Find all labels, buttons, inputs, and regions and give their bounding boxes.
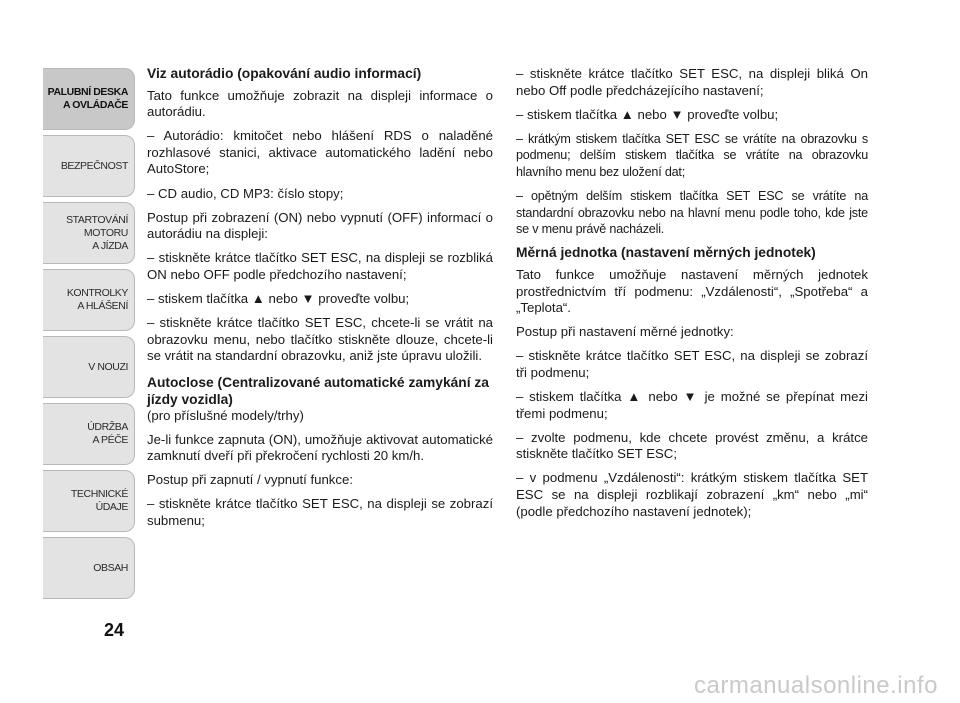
paragraph: Postup při nastavení měrné jednotky: (516, 324, 734, 340)
paragraph: – stiskněte krátce tlačítko SET ESC, na displeji se rozbliká ON nebo OFF podle předchozího nastavení; (147, 250, 493, 282)
paragraph: Tato funkce umožňuje nastavení měrných jednotek prostřednictvím tří podmenu: „Vzdálenosti“, „Spotřeba“ a „Teplota“. (516, 266, 868, 316)
tab-v-nouzi[interactable] (43, 336, 135, 398)
left-column (147, 66, 493, 537)
paragraph: – stiskem tlačítka ▲ nebo ▼ proveďte volbu; (147, 291, 410, 307)
tab-obsah[interactable] (43, 537, 135, 599)
tab-label: TECHNICKÉ ÚDAJE (70, 488, 128, 513)
paragraph: – stiskněte krátce tlačítko SET ESC, na displeji se zobrazí submenu; (147, 496, 493, 529)
right-column (516, 66, 868, 528)
paragraph: – stiskněte krátce tlačítko SET ESC, chcete-li se vrátit na obrazovku menu, nebo tlačítko stiskněte dlouze, chcete-li se vrátit na standardní obrazovku, aniž jste úpravu uložili. (147, 315, 493, 364)
tab-bezpecnost[interactable] (43, 135, 135, 197)
page-number: 24 (104, 620, 125, 640)
tab-label: STARTOVÁNÍ MOTORU A JÍZDA (66, 213, 128, 252)
tab-label: V NOUZI (88, 360, 128, 373)
paragraph: Je-li funkce zapnuta (ON), umožňuje aktivovat automatické zamknutí dveří při překročení rychlosti 20 km/h. (147, 431, 493, 464)
tab-palubni-deska[interactable] (43, 68, 135, 130)
section-heading: Měrná jednotka (nastavení měrných jednotek) (516, 245, 816, 261)
heading-note: (pro příslušné modely/trhy) (147, 408, 304, 424)
paragraph: – krátkým stiskem tlačítka SET ESC se vrátíte na obrazovku s podmenu; delším stiskem tlačítka se vrátíte na obrazovku hlavního menu bez uložení dat; (516, 131, 868, 179)
tab-label: ÚDRŽBA A PÉČE (87, 421, 128, 446)
tab-startovani[interactable] (43, 202, 135, 264)
tab-label: OBSAH (93, 561, 128, 574)
tab-label: PALUBNÍ DESKA A OVLÁDAČE (47, 86, 128, 111)
paragraph: Postup při zapnutí / vypnutí funkce: (147, 472, 353, 488)
paragraph: – stiskněte krátce tlačítko SET ESC, na displeji bliká On nebo Off podle předcházejícího nastavení; (516, 66, 868, 98)
paragraph: – stiskněte krátce tlačítko SET ESC, na displeji se zobrazí tři podmenu; (516, 348, 868, 380)
paragraph: – v podmenu „Vzdálenosti“: krátkým stiskem tlačítka SET ESC se na displeji rozblikají zobrazení „km“ nebo „mi“ (podle předchozího nastavení jednotek); (516, 470, 868, 519)
section-heading: Autoclose (Centralizované automatické zamykání za jízdy vozidla) (147, 374, 489, 407)
paragraph: Postup při zobrazení (ON) nebo vypnutí (OFF) informací o autorádiu na displeji: (147, 209, 493, 242)
tab-technicke-udaje[interactable] (43, 470, 135, 532)
section-tabs (43, 68, 135, 604)
tab-kontrolky[interactable] (43, 269, 135, 331)
paragraph: – CD audio, CD MP3: číslo stopy; (147, 185, 344, 201)
tab-label: KONTROLKY A HLÁŠENÍ (66, 287, 128, 312)
section-heading: Viz autorádio (opakování audio informací) (147, 66, 422, 81)
tab-label: BEZPEČNOST (60, 159, 128, 172)
paragraph: – stiskem tlačítka ▲ nebo ▼ je možné se přepínat mezi třemi podmenu; (516, 389, 868, 421)
paragraph: – Autorádio: kmitočet nebo hlášení RDS o naladěné rozhlasové stanici, aktivace automatického ladění nebo AutoStore; (147, 128, 493, 177)
paragraph: – stiskem tlačítka ▲ nebo ▼ proveďte volbu; (516, 106, 779, 122)
paragraph: – zvolte podmenu, kde chcete provést změnu, a krátce stiskněte tlačítko SET ESC; (516, 429, 868, 462)
tab-udrzba[interactable] (43, 403, 135, 465)
watermark: carmanualsonline.info (694, 672, 938, 699)
paragraph: Tato funkce umožňuje zobrazit na displeji informace o autorádiu. (147, 87, 493, 120)
paragraph: – opětným delším stiskem tlačítka SET ESC se vrátíte na standardní obrazovku nebo na hlavní menu podle toho, kde jste se v menu právě nacházeli. (516, 189, 868, 237)
